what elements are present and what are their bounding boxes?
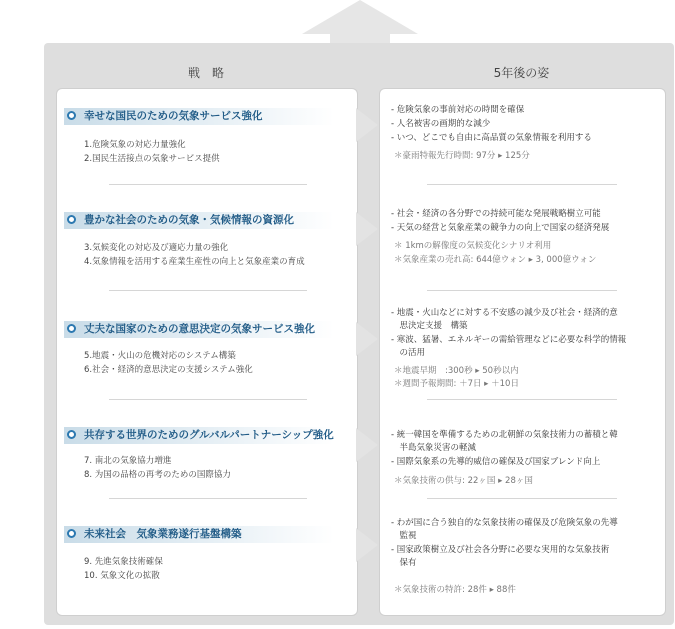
bullet-icon [67, 324, 76, 333]
strategy-item: 3.気候変化の対応及び適応力量の強化 [84, 243, 229, 253]
divider [109, 290, 307, 291]
strategy-heading-text: 幸せな国民のための気象サービス強化 [84, 110, 263, 122]
bullet-icon [67, 215, 76, 224]
outcome-line: - 統一韓国を準備するための北朝鮮の気象技術力の蓄積と韓 [391, 430, 618, 440]
outcome-line: の活用 [391, 348, 426, 358]
strategy-heading [64, 526, 334, 543]
outcome-line: - 地震・火山などに対する不安感の減少及び社会・経済的意 [391, 308, 618, 318]
outcome-line: - 国家政策樹立及び社会各分野に必要な実用的な気象技術 [391, 545, 610, 555]
up-arrow-icon [300, 0, 420, 44]
right-arrow-icon [356, 428, 378, 462]
outcome-line: - 寒波、猛暑、エネルギーの需給管理などに必要な科学的情報 [391, 335, 627, 345]
strategy-heading [64, 108, 334, 125]
strategy-heading [64, 427, 334, 444]
strategy-heading-text: 未来社会 気象業務遂行基盤構築 [84, 528, 242, 540]
outcome-note: ＊気象技術の供与: 22ヶ国 ▸ 28ヶ国 [394, 476, 533, 486]
strategy-item: 8. 为国の品格の再考のための国際協力 [84, 470, 231, 480]
right-arrow-icon [356, 212, 378, 246]
divider [109, 498, 307, 499]
bullet-icon [67, 529, 76, 538]
right-arrow-icon [356, 108, 378, 142]
strategy-item: 6.社会・経済的意思決定の支援システム強化 [84, 365, 253, 375]
outcome-line: - 社会・経済の各分野での持続可能な発展戦略樹立可能 [391, 209, 601, 219]
bullet-icon [67, 430, 76, 439]
strategy-item: 5.地震・火山の危機対応のシステム構築 [84, 351, 236, 361]
outcome-note: ＊気象産業の売れ高: 644億ウォン ▸ 3, 000億ウォン [394, 255, 597, 265]
outcome-note: ＊ 1kmの解像度の気候変化シナリオ利用 [394, 241, 552, 251]
right-arrow-icon [356, 528, 378, 562]
outcome-line: - いつ、どこでも自由に高品質の気象情報を利用する [391, 133, 592, 143]
divider [427, 399, 617, 400]
outcome-line: 思決定支援 構築 [391, 321, 468, 331]
outcome-line: - 国際気象系の先導的威信の確保及び国家ブレンド向上 [391, 457, 601, 467]
outcome-line: - 天気の経営と気象産業の競争力の向上で国家の経済発展 [391, 223, 610, 233]
strategy-heading-text: 豊かな社会のための気象・気候情報の資源化 [84, 214, 294, 226]
strategy-heading [64, 212, 334, 229]
divider [109, 184, 307, 185]
outcome-line: 半島気象災害の軽減 [391, 443, 477, 453]
strategy-item: 1.危険気象の対応力量強化 [84, 140, 186, 150]
divider [427, 184, 617, 185]
outcome-line: - 人名被害の画期的な減少 [391, 119, 491, 129]
outcome-line: - わが国に合う独自的な気象技術の確保及び危険気象の先導 [391, 518, 618, 528]
outcome-line: - 危険気象の事前対応の時間を確保 [391, 105, 525, 115]
strategy-item: 10. 気象文化の拡散 [84, 571, 160, 581]
outcome-note: ＊気象技術の特許: 28件 ▸ 88件 [394, 585, 516, 595]
strategy-heading-text: 共存する世界のためのグルバルパートナーシップ強化 [84, 429, 334, 441]
strategy-item: 9. 先進気象技術確保 [84, 557, 163, 567]
strategy-column-title: 戦 略 [187, 66, 224, 80]
outcome-note: ＊豪雨特報先行時間: 97分 ▸ 125分 [394, 151, 530, 161]
right-arrow-icon [356, 322, 378, 356]
divider [109, 399, 307, 400]
outcome-note: ＊週間予報期間: ＋7日 ▸ ＋10日 [394, 379, 519, 389]
strategy-item: 2.国民生活接点の気象サービス提供 [84, 154, 220, 164]
strategy-heading-text: 丈夫な国家のための意思決定の気象サービス強化 [84, 323, 315, 335]
outcome-line: 保有 [391, 558, 417, 568]
divider [427, 498, 617, 499]
outcome-note: ＊地震早期 :300秒 ▸ 50秒以内 [394, 366, 519, 376]
strategy-item: 4.気象情報を活用する産業生産性の向上と気象産業の育成 [84, 257, 305, 267]
strategy-item: 7. 南北の気象協力増進 [84, 456, 172, 466]
bullet-icon [67, 111, 76, 120]
outcome-line: 監視 [391, 531, 417, 541]
divider [427, 290, 617, 291]
strategy-heading [64, 321, 334, 338]
future-column-title: 5年後の姿 [493, 66, 550, 80]
